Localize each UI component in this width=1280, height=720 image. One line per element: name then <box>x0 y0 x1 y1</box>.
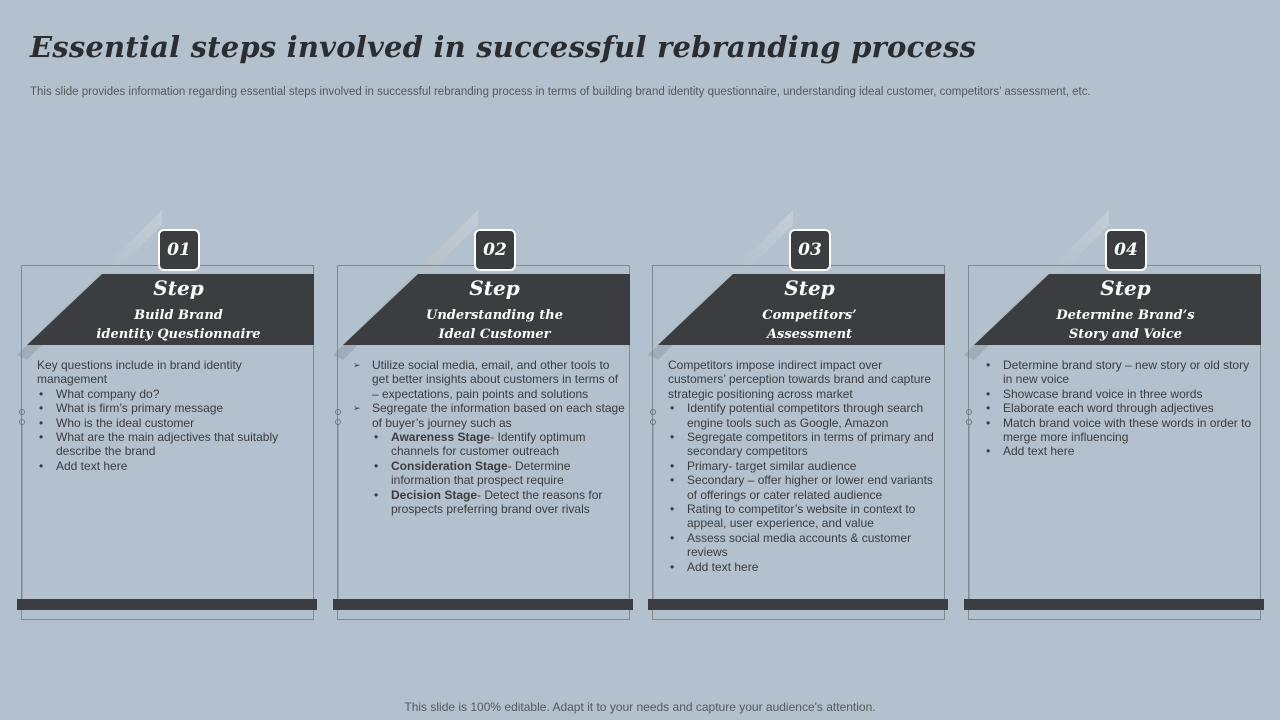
card-bottom-bar <box>333 599 633 610</box>
list-item: • What are the main adjectives that suitably describe the brand <box>37 430 309 459</box>
stage-text: - Determine information that prospect require <box>391 458 571 488</box>
step-number-badge: 03 <box>789 229 831 271</box>
list-item: • Assess social media accounts & customer reviews <box>668 531 940 560</box>
connector-line-decoration <box>333 407 343 607</box>
list-item: • Add text here <box>37 459 309 473</box>
stage-label: Decision Stage <box>391 487 478 502</box>
step-number-badge: 02 <box>474 229 516 271</box>
step-card-2 <box>333 205 633 625</box>
step-card-4 <box>964 205 1264 625</box>
list-item: • Determine brand story – new story or old story in new voice <box>984 358 1256 387</box>
bullet-list <box>37 387 309 473</box>
stage-text: - Detect the reasons for prospects preferring brand over rivals <box>391 487 603 517</box>
connector-line-decoration <box>648 407 658 607</box>
arrow-item: ➢ Utilize social media, email, and other tools to get better insights about customers in terms of – expectations, pain points and solutions <box>353 358 625 401</box>
step-name <box>17 306 340 344</box>
arrow-list <box>353 358 625 516</box>
slide-subtitle: This slide provides information regarding essential steps involved in successful rebranding process in terms of building brand identity questionnaire, understanding ideal customer, competitors’ assessment, etc. <box>30 86 1091 98</box>
card-bottom-bar <box>648 599 948 610</box>
connector-line-decoration <box>964 407 974 607</box>
step-label: Step <box>469 276 520 300</box>
step-card-3 <box>648 205 948 625</box>
card-bottom-bar <box>964 599 1264 610</box>
connector-line-decoration <box>17 407 27 607</box>
step-label: Step <box>153 276 204 300</box>
step-body <box>353 358 625 516</box>
step-body <box>37 358 309 473</box>
stage-item <box>372 430 625 459</box>
card-bottom-bar <box>17 599 317 610</box>
stage-label: Consideration Stage <box>391 458 508 473</box>
step-name <box>333 306 656 344</box>
step-name-line2: Assessment <box>766 327 853 342</box>
list-item: • Identify potential competitors through search engine tools such as Google, Amazon <box>668 401 940 430</box>
stage-item <box>372 459 625 488</box>
list-item: • Segregate competitors in terms of primary and secondary competitors <box>668 430 940 459</box>
list-item: • What is firm’s primary message <box>37 401 309 415</box>
arrow-item: ➢ Segregate the information based on each stage of buyer’s journey such as • Awareness Stage- Identify optimum channels for customer outreach • Consideration Stage- Determine information that prospect require • Decision Stage- Detect the reasons for prospects preferring brand over rivals <box>353 401 625 516</box>
list-item: • Showcase brand voice in three words <box>984 387 1256 401</box>
step-name-line1: Understanding the <box>425 308 564 323</box>
list-item: • Add text here <box>668 560 940 574</box>
list-item: • Rating to competitor’s website in context to appeal, user experience, and value <box>668 502 940 531</box>
step-name-line1: Determine Brand’s <box>1056 308 1195 323</box>
bullet-list <box>984 358 1256 459</box>
step-name-line1: Build Brand <box>134 308 223 323</box>
step-name-line2: Story and Voice <box>1068 327 1183 342</box>
step-name-line1: Competitors’ <box>762 308 857 323</box>
list-item: • What company do? <box>37 387 309 401</box>
step-body <box>984 358 1256 459</box>
step-intro: Competitors impose indirect impact over customers’ perception towards brand and capture strategic positioning across market <box>668 358 932 401</box>
stage-text: - Identify optimum channels for customer outreach <box>391 430 586 459</box>
step-name <box>964 306 1280 344</box>
step-card-1 <box>17 205 317 625</box>
list-item: • Secondary – offer higher or lower end variants of offerings or cater related audience <box>668 473 940 502</box>
list-item: • Primary- target similar audience <box>668 459 940 473</box>
list-item: • Match brand voice with these words in order to merge more influencing <box>984 416 1256 445</box>
step-intro: Key questions include in brand identity management <box>37 358 242 387</box>
step-label: Step <box>1100 276 1151 300</box>
step-label: Step <box>784 276 835 300</box>
stage-label: Awareness Stage <box>391 430 491 445</box>
step-name <box>648 306 971 344</box>
step-number-badge: 04 <box>1105 229 1147 271</box>
stage-list <box>372 430 625 516</box>
bullet-list <box>668 401 940 574</box>
list-item: • Add text here <box>984 444 1256 458</box>
slide-footer: This slide is 100% editable. Adapt it to your needs and capture your audience's attention. <box>404 700 876 714</box>
list-item: • Who is the ideal customer <box>37 416 309 430</box>
slide-title: Essential steps involved in successful rebranding process <box>30 30 977 64</box>
step-body <box>668 358 940 574</box>
list-item: • Elaborate each word through adjectives <box>984 401 1256 415</box>
step-number-badge: 01 <box>158 229 200 271</box>
step-name-line2: identity Questionnaire <box>96 327 261 342</box>
stage-item <box>372 488 625 517</box>
step-name-line2: Ideal Customer <box>438 327 551 342</box>
